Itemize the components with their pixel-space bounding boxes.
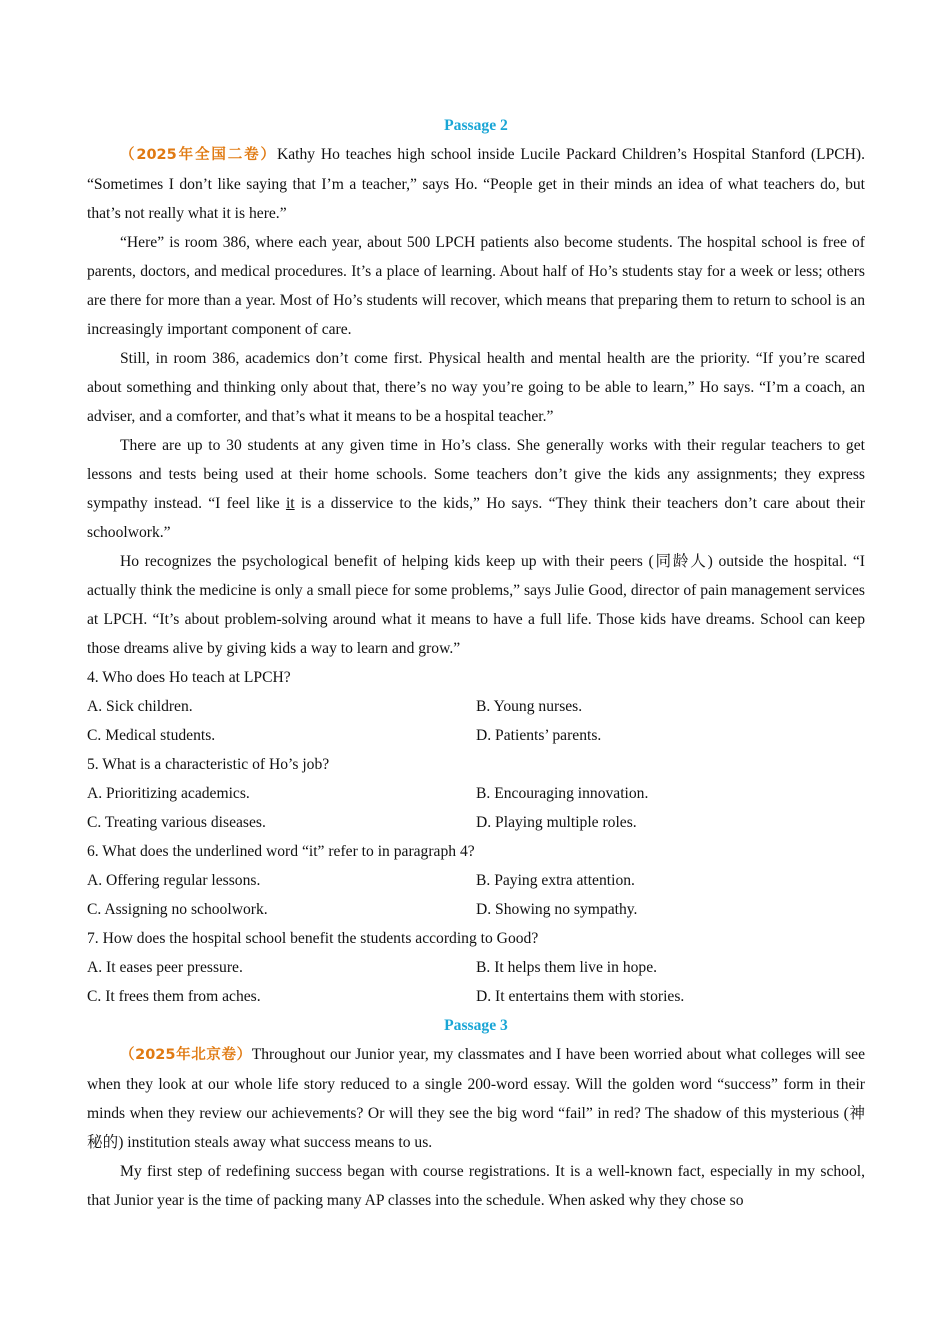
- passage-3-title: Passage 3: [444, 1017, 508, 1034]
- option-c: C. Treating various diseases.: [87, 814, 266, 831]
- question-6: [87, 837, 865, 924]
- question-stem: 4. Who does Ho teach at LPCH?: [87, 669, 291, 686]
- passage-3-source: （2025年北京卷）: [120, 1047, 252, 1063]
- p4-before: There are up to 30 students at any given time in Ho’s class. She generally works with their regular teachers to get lessons and tests being used at their home schools. Some teachers don’t give the kids any assignments; they express sympathy instead. “I feel like: [87, 437, 865, 512]
- option-b: B. Encouraging innovation.: [476, 785, 649, 802]
- passage-3-paragraph-2: My first step of redefining success began with course registrations. It is a well-known fact, especially in my school, that Junior year is the time of packing many AP classes into the schedule. When asked why they chose so: [87, 1163, 865, 1209]
- option-d: D. It entertains them with stories.: [476, 988, 685, 1005]
- passage-2-p1-text: Kathy Ho teaches high school inside Lucile Packard Children’s Hospital Stanford (LPCH). “Sometimes I don’t like saying that I’m a teacher,” says Ho. “People get in their minds an idea of what teachers do, but that’s not really what it is here.”: [87, 146, 865, 222]
- option-a: A. Prioritizing academics.: [87, 785, 250, 802]
- option-b: B. Young nurses.: [476, 698, 583, 715]
- question-7: [87, 924, 865, 1011]
- document-page: [87, 111, 865, 1215]
- question-5: [87, 750, 865, 837]
- passage-2-paragraph-5: Ho recognizes the psychological benefit of helping kids keep up with their peers (同龄人) outside the hospital. “I actually think the medicine is only a small piece for some problems,” says Julie Good, director of pain management services at LPCH. “It’s about problem-solving around what it means to have a full life. Those kids have dreams. School can keep those dreams alive by giving kids a way to learn and grow.”: [87, 553, 865, 657]
- passage-2-source: （2025年全国二卷）: [120, 147, 277, 163]
- passage-2-paragraph-4: [87, 431, 865, 547]
- passage-2-title: Passage 2: [444, 117, 508, 134]
- question-4: [87, 663, 865, 750]
- passage-3-p1-text: Throughout our Junior year, my classmates and I have been worried about what colleges will see when they look at our whole life story reduced to a single 200-word essay. Will the golden word “success” form in their minds when they review our achievements? Or will they see the big word “fail” in red? The shadow of this mysterious (神秘的) institution steals away what success means to us.: [87, 1046, 865, 1151]
- option-b: B. Paying extra attention.: [476, 872, 635, 889]
- underlined-word-it: it: [285, 495, 295, 512]
- passage-2-paragraph-2: “Here” is room 386, where each year, about 500 LPCH patients also become students. The hospital school is free of parents, doctors, and medical procedures. It’s a place of learning. About half of Ho’s students stay for a week or less; others are there for more than a year. Most of Ho’s students will recover, which means that preparing them to return to school is an increasingly important component of care.: [87, 234, 865, 338]
- option-c: C. It frees them from aches.: [87, 988, 261, 1005]
- question-stem: 6. What does the underlined word “it” refer to in paragraph 4?: [87, 843, 475, 860]
- question-stem: 7. How does the hospital school benefit the students according to Good?: [87, 930, 539, 947]
- option-c: C. Assigning no schoolwork.: [87, 901, 268, 918]
- option-d: D. Showing no sympathy.: [476, 901, 638, 918]
- p4-after: is a disservice to the kids,” Ho says. “They think their teachers don’t care about their schoolwork.”: [87, 495, 865, 541]
- passage-2-paragraph-3: Still, in room 386, academics don’t come first. Physical health and mental health are the priority. “If you’re scared about something and thinking only about that, there’s no way you’re going to be able to learn,” Ho says. “I’m a coach, an adviser, and a comforter, and that’s what it means to be a hospital teacher.”: [87, 350, 865, 425]
- passage-3-paragraph-1: [87, 1040, 865, 1157]
- question-stem: 5. What is a characteristic of Ho’s job?: [87, 756, 330, 773]
- option-d: D. Patients’ parents.: [476, 727, 602, 744]
- option-a: A. It eases peer pressure.: [87, 959, 243, 976]
- option-a: A. Sick children.: [87, 698, 193, 715]
- option-b: B. It helps them live in hope.: [476, 959, 658, 976]
- option-a: A. Offering regular lessons.: [87, 872, 261, 889]
- option-c: C. Medical students.: [87, 727, 216, 744]
- option-d: D. Playing multiple roles.: [476, 814, 637, 831]
- passage-2-paragraph-1: [87, 140, 865, 228]
